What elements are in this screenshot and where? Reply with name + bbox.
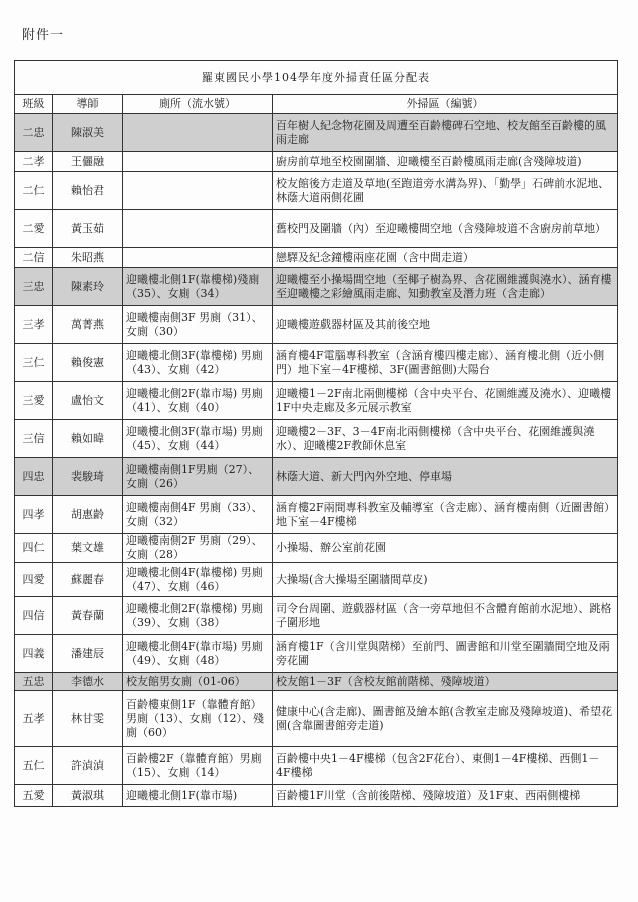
attachment-label: 附件一 xyxy=(22,28,65,43)
header-area: 外掃區（編號） xyxy=(273,95,618,114)
header-class: 班級 xyxy=(15,95,53,114)
area-cell: 戀驛及紀念鐘樓兩座花園（含中間走道） xyxy=(273,248,618,268)
restroom-cell: 迎曦樓南側3F 男廁（31）、女廁（30） xyxy=(123,306,273,344)
table-row xyxy=(15,496,618,534)
table-row xyxy=(15,114,618,152)
area-cell: 迎曦樓2－3F、3－4F南北兩側樓梯（含中央平台、花園維護與澆水）、迎曦樓2F教師休息室 xyxy=(273,420,618,458)
area-cell: 舊校門及圍牆（內）至迎曦樓間空地（含殘障坡道不含廚房前草地） xyxy=(273,210,618,248)
table-row xyxy=(15,534,618,563)
duty-table xyxy=(14,60,618,807)
teacher-cell: 陳淑美 xyxy=(53,114,123,152)
table-title: 羅東國民小學104學年度外掃責任區分配表 xyxy=(15,61,618,95)
area-cell: 林蔭大道、新大門內外空地、停車場 xyxy=(273,458,618,496)
area-cell: 百齡樓中央1－4F樓梯（包含2F花台）、東側1－4F樓梯、西側1－4F樓梯 xyxy=(273,747,618,785)
table-row xyxy=(15,691,618,747)
teacher-cell: 潘建辰 xyxy=(53,635,123,673)
table-row xyxy=(15,306,618,344)
class-cell: 三仁 xyxy=(15,344,53,382)
class-cell: 三信 xyxy=(15,420,53,458)
class-cell: 二忠 xyxy=(15,114,53,152)
class-cell: 三孝 xyxy=(15,306,53,344)
table-row xyxy=(15,268,618,306)
area-cell: 廚房前草地至校園圍牆、迎曦樓至百齡樓風雨走廊(含殘障坡道) xyxy=(273,152,618,172)
restroom-cell: 迎曦樓南側2F 男廁（29）、女廁（28） xyxy=(123,534,273,563)
table-row xyxy=(15,563,618,597)
restroom-cell xyxy=(123,152,273,172)
area-cell: 司令台周圍、遊戲器材區（含一旁草地但不含體育館前水泥地）、跳格子圍形地 xyxy=(273,597,618,635)
class-cell: 四信 xyxy=(15,597,53,635)
teacher-cell: 許湞湞 xyxy=(53,747,123,785)
table-row xyxy=(15,382,618,420)
restroom-cell: 迎曦樓南側1F男廁（27）、女廁（26） xyxy=(123,458,273,496)
restroom-cell: 迎曦樓北側1F(靠樓梯)殘廁（35）、女廁（34） xyxy=(123,268,273,306)
class-cell: 五忠 xyxy=(15,673,53,691)
area-cell: 大操場(含大操場至圍牆間草皮) xyxy=(273,563,618,597)
restroom-cell xyxy=(123,248,273,268)
table-row xyxy=(15,210,618,248)
teacher-cell: 萬菁燕 xyxy=(53,306,123,344)
teacher-cell: 蘇麗春 xyxy=(53,563,123,597)
table-row xyxy=(15,635,618,673)
teacher-cell: 葉文雄 xyxy=(53,534,123,563)
teacher-cell: 黃玉茹 xyxy=(53,210,123,248)
class-cell: 四仁 xyxy=(15,534,53,563)
header-restroom: 廁所（流水號） xyxy=(123,95,273,114)
class-cell: 四孝 xyxy=(15,496,53,534)
table-row xyxy=(15,344,618,382)
area-cell: 小操場、辦公室前花園 xyxy=(273,534,618,563)
table-row xyxy=(15,152,618,172)
area-cell: 涵育樓1F（含川堂與階梯）至前門、圖書館和川堂至圍牆間空地及兩旁花圃 xyxy=(273,635,618,673)
restroom-cell: 迎曦樓北側1F(靠市場) xyxy=(123,785,273,807)
restroom-cell xyxy=(123,114,273,152)
restroom-cell: 迎曦樓北側3F(靠市場) 男廁（45）、女廁（44） xyxy=(123,420,273,458)
area-cell: 校友館1－3F（含校友館前階梯、殘障坡道） xyxy=(273,673,618,691)
teacher-cell: 黃春蘭 xyxy=(53,597,123,635)
restroom-cell xyxy=(123,172,273,210)
restroom-cell: 迎曦樓北側2F(靠樓梯) 男廁（39）、女廁（38） xyxy=(123,597,273,635)
table-row xyxy=(15,248,618,268)
header-row xyxy=(15,95,618,114)
class-cell: 五仁 xyxy=(15,747,53,785)
area-cell: 健康中心(含走廊)、圖書館及繪本館(含教室走廊及殘障坡道)、希望花園(含靠圖書館旁走道) xyxy=(273,691,618,747)
table-row xyxy=(15,597,618,635)
class-cell: 三愛 xyxy=(15,382,53,420)
area-cell: 百年樹人紀念物花園及周遭至百齡樓碑石空地、校友館至百齡樓的風雨走廊 xyxy=(273,114,618,152)
teacher-cell: 陳素玲 xyxy=(53,268,123,306)
restroom-cell: 迎曦樓南側4F 男廁（33）、女廁（32） xyxy=(123,496,273,534)
restroom-cell: 迎曦樓北側4F(靠市場) 男廁（49）、女廁（48） xyxy=(123,635,273,673)
table-row xyxy=(15,172,618,210)
table-row xyxy=(15,458,618,496)
restroom-cell: 迎曦樓北側4F(靠樓梯) 男廁（47）、女廁（46） xyxy=(123,563,273,597)
teacher-cell: 胡惠齡 xyxy=(53,496,123,534)
restroom-cell xyxy=(123,210,273,248)
restroom-cell: 迎曦樓北側2F(靠市場) 男廁（41）、女廁（40） xyxy=(123,382,273,420)
restroom-cell: 百齡樓2F（靠體育館）男廁（15）、女廁（14） xyxy=(123,747,273,785)
restroom-cell: 百齡樓東側1F（靠體育館）男廁（13）、女廁（12）、殘廁（60） xyxy=(123,691,273,747)
class-cell: 五孝 xyxy=(15,691,53,747)
table-row xyxy=(15,420,618,458)
table-body xyxy=(15,114,618,807)
teacher-cell: 賴如暐 xyxy=(53,420,123,458)
restroom-cell: 校友館男女廁（01-06） xyxy=(123,673,273,691)
class-cell: 四愛 xyxy=(15,563,53,597)
teacher-cell: 裴駿琦 xyxy=(53,458,123,496)
area-cell: 迎曦樓至小操場間空地（至椰子樹為界、含花園維護與澆水）、涵育樓至迎曦樓之彩繪風雨走廊、知動教室及潛力班（含走廊） xyxy=(273,268,618,306)
area-cell: 迎曦樓1－2F南北兩側樓梯（含中央平台、花園維護及澆水）、迎曦樓1F中央走廊及多元展示教室 xyxy=(273,382,618,420)
teacher-cell: 盧怡文 xyxy=(53,382,123,420)
area-cell: 涵育樓2F兩間專科教室及輔導室（含走廊）、涵育樓南側（近圖書館）地下室－4F樓梯 xyxy=(273,496,618,534)
teacher-cell: 朱昭燕 xyxy=(53,248,123,268)
teacher-cell: 王儷融 xyxy=(53,152,123,172)
area-cell: 迎曦樓遊戲器材區及其前後空地 xyxy=(273,306,618,344)
teacher-cell: 黃淑琪 xyxy=(53,785,123,807)
teacher-cell: 賴俊憲 xyxy=(53,344,123,382)
class-cell: 二孝 xyxy=(15,152,53,172)
header-teacher: 導師 xyxy=(53,95,123,114)
class-cell: 三忠 xyxy=(15,268,53,306)
teacher-cell: 林甘雯 xyxy=(53,691,123,747)
class-cell: 二仁 xyxy=(15,172,53,210)
table-row xyxy=(15,673,618,691)
area-cell: 涵育樓4F電腦專科教室（含涵育樓四樓走廊）、涵育樓北側（近小側門）地下室－4F樓梯、3F(圖書館側)大陽台 xyxy=(273,344,618,382)
table-row xyxy=(15,747,618,785)
area-cell: 校友館後方走道及草地(至跑道旁水溝為界)、「勤學」石碑前水泥地、林蔭大道兩側花圃 xyxy=(273,172,618,210)
class-cell: 二愛 xyxy=(15,210,53,248)
area-cell: 百齡樓1F川堂（含前後階梯、殘障坡道）及1F東、西兩側樓梯 xyxy=(273,785,618,807)
teacher-cell: 賴怡君 xyxy=(53,172,123,210)
class-cell: 五愛 xyxy=(15,785,53,807)
class-cell: 四忠 xyxy=(15,458,53,496)
table-row xyxy=(15,785,618,807)
restroom-cell: 迎曦樓北側3F(靠樓梯) 男廁（43）、女廁（42） xyxy=(123,344,273,382)
class-cell: 二信 xyxy=(15,248,53,268)
class-cell: 四義 xyxy=(15,635,53,673)
teacher-cell: 李德水 xyxy=(53,673,123,691)
